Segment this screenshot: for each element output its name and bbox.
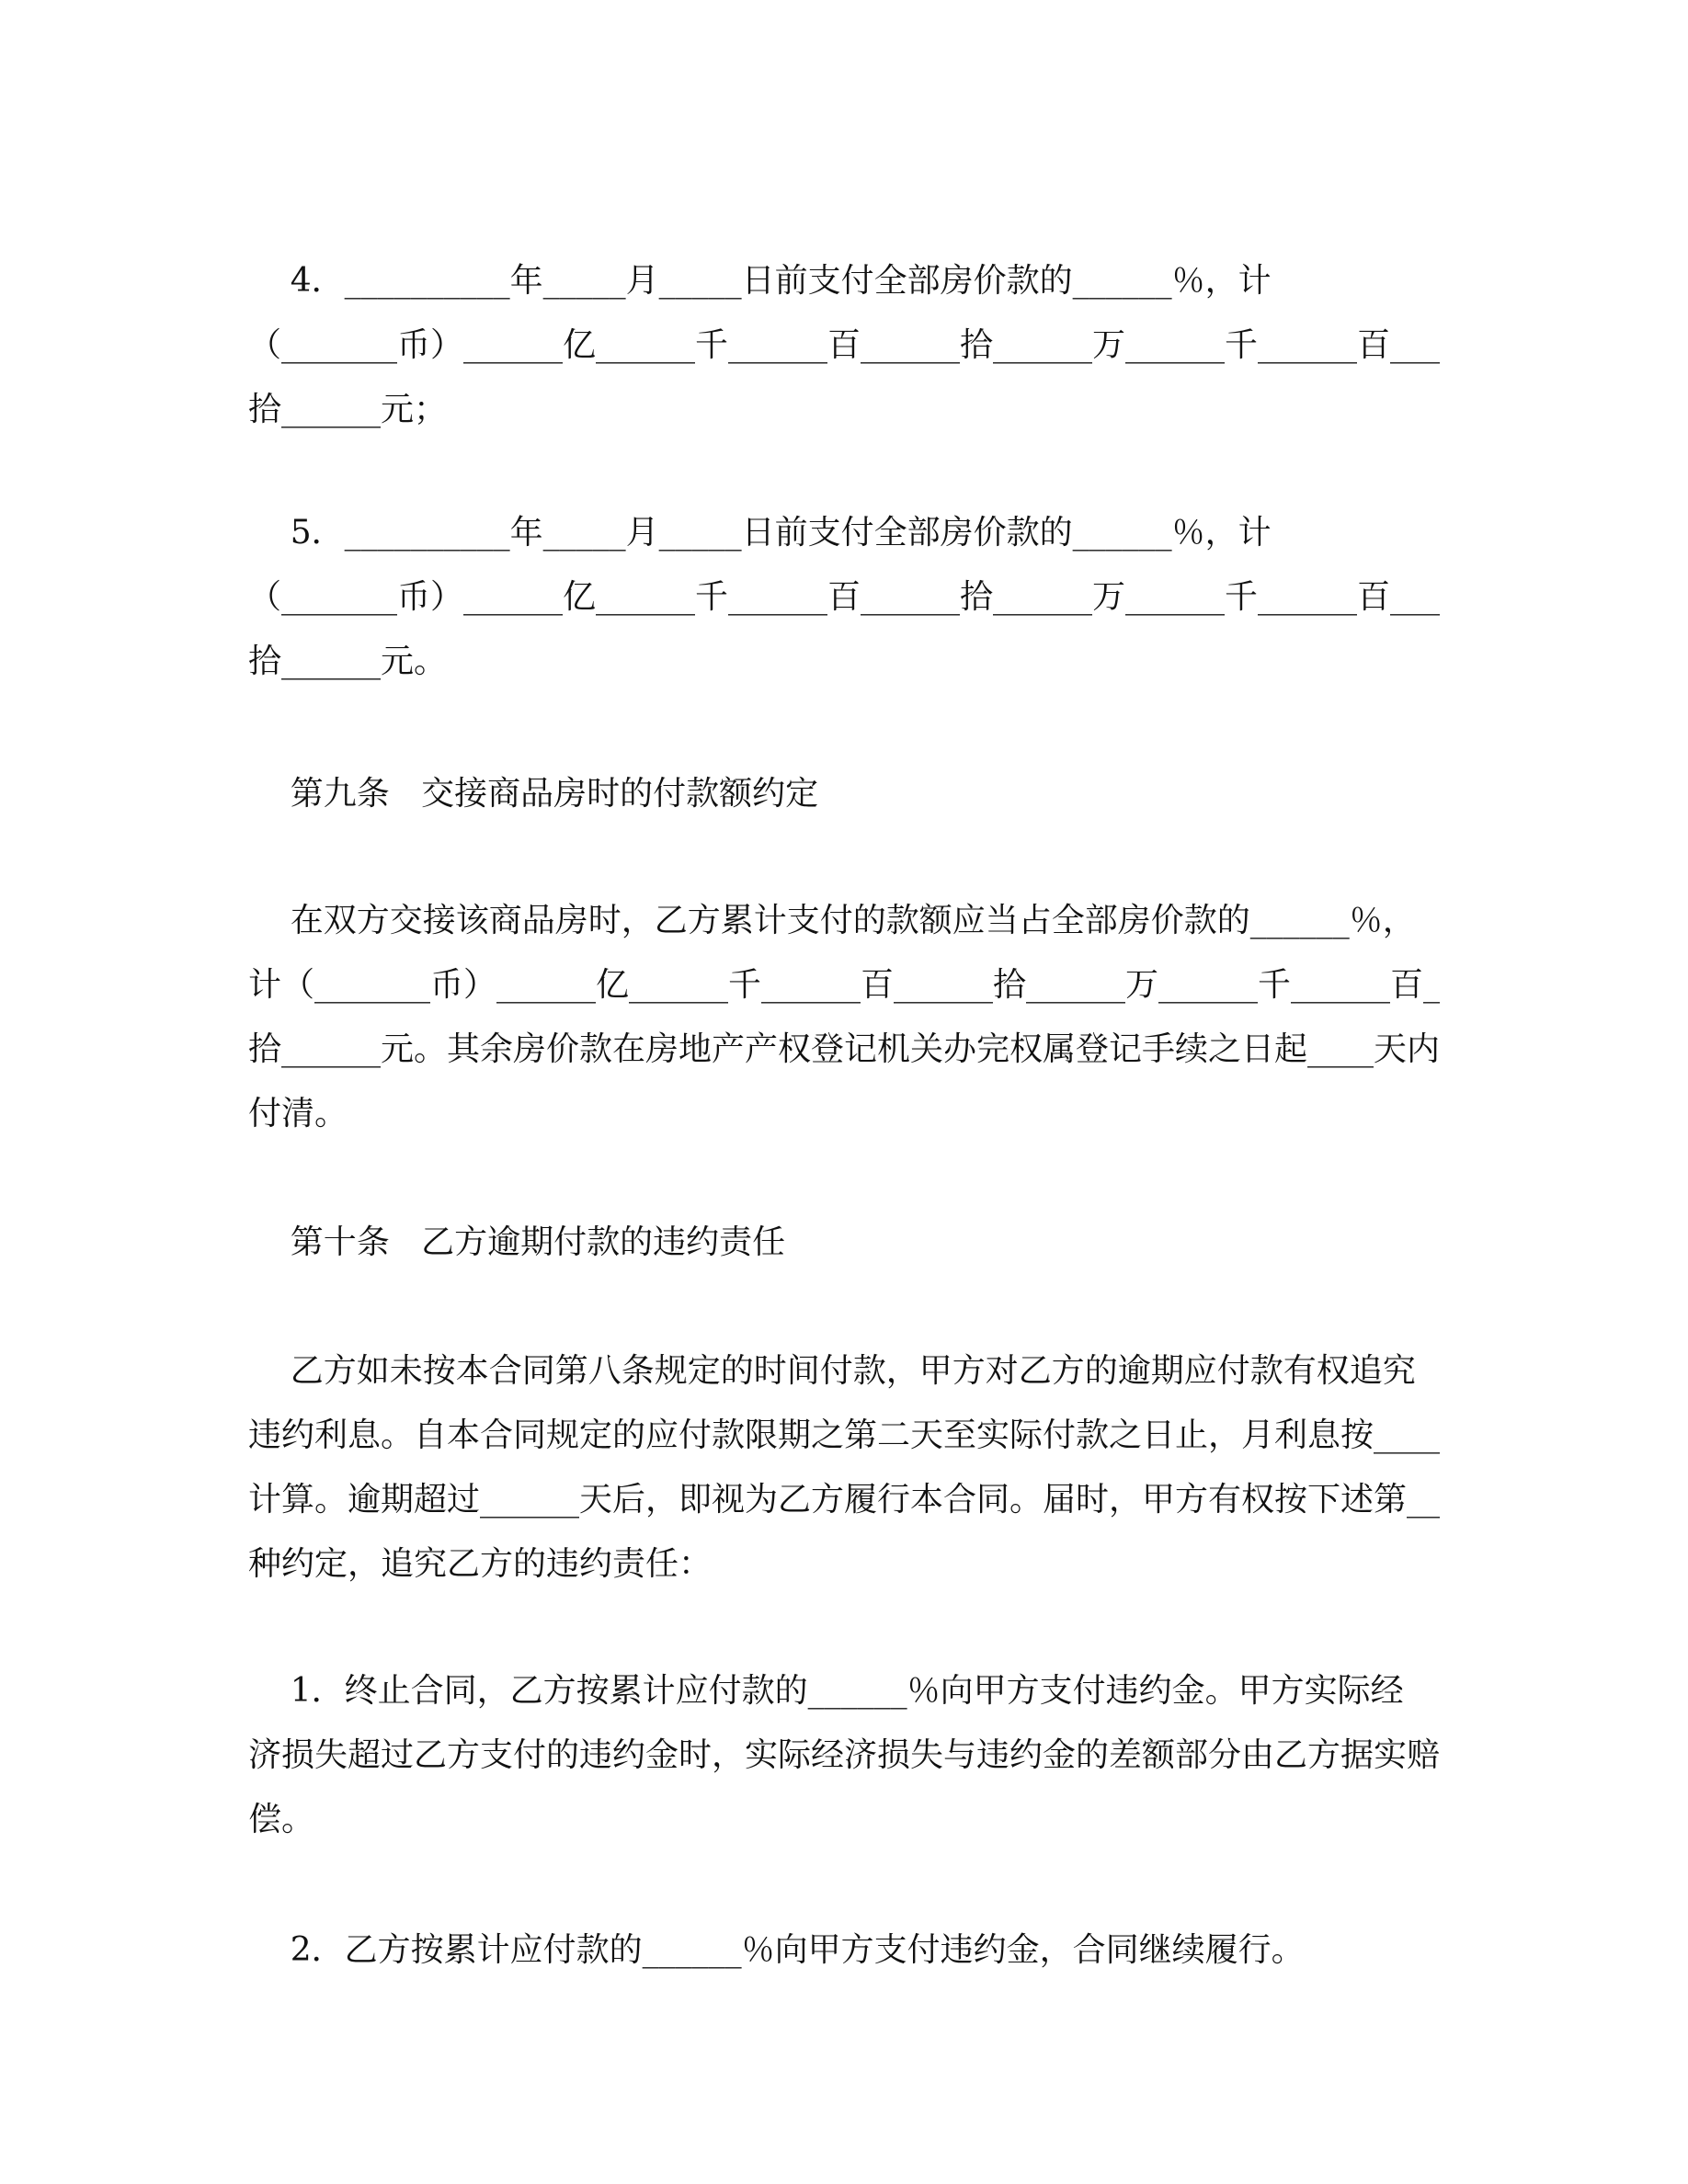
text-line: 1．终止合同，乙方按累计应付款的______％向甲方支付违约金。甲方实际经 bbox=[248, 1672, 1404, 1710]
text-line: 5．__________年_____月_____日前支付全部房价款的______％，计 bbox=[248, 514, 1272, 552]
text-line: 违约利息。自本合同规定的应付款限期之第二天至实际付款之日止，月利息按____ bbox=[248, 1416, 1441, 1454]
text-line: 4．__________年_____月_____日前支付全部房价款的______％，计 bbox=[248, 262, 1272, 300]
text-line: 种约定，追究乙方的违约责任： bbox=[248, 1545, 713, 1583]
text-line: 拾______元。其余房价款在房地产产权登记机关办完权属登记手续之日起____天内 bbox=[248, 1030, 1441, 1068]
text-line: （_______币）______亿______千______百______拾______万______千______百___ bbox=[248, 578, 1440, 616]
text-line: 乙方如未按本合同第八条规定的时间付款，甲方对乙方的逾期应付款有权追究 bbox=[248, 1352, 1416, 1390]
text-line: 拾______元； bbox=[248, 391, 448, 428]
text-line: 济损失超过乙方支付的违约金时，实际经济损失与违约金的差额部分由乙方据实赔 bbox=[248, 1736, 1441, 1774]
section-heading: 第十条 乙方逾期付款的违约责任 bbox=[248, 1223, 786, 1261]
text-line: （_______币）______亿______千______百______拾______万______千______百___ bbox=[248, 326, 1440, 364]
text-line: 在双方交接该商品房时，乙方累计支付的款额应当占全部房价款的______％， bbox=[248, 902, 1416, 939]
text-line: 计算。逾期超过______天后，即视为乙方履行本合同。届时，甲方有权按下述第__ bbox=[248, 1481, 1441, 1519]
text-line: 2．乙方按累计应付款的______％向甲方支付违约金，合同继续履行。 bbox=[248, 1931, 1305, 1969]
section-heading: 第九条 交接商品房时的付款额约定 bbox=[248, 775, 819, 813]
text-line: 偿。 bbox=[248, 1801, 315, 1838]
text-line: 付清。 bbox=[248, 1095, 348, 1132]
text-line: 拾______元。 bbox=[248, 643, 448, 680]
text-line: 计（_______币）______亿______千______百______拾______万______千______百_ bbox=[248, 966, 1440, 1004]
